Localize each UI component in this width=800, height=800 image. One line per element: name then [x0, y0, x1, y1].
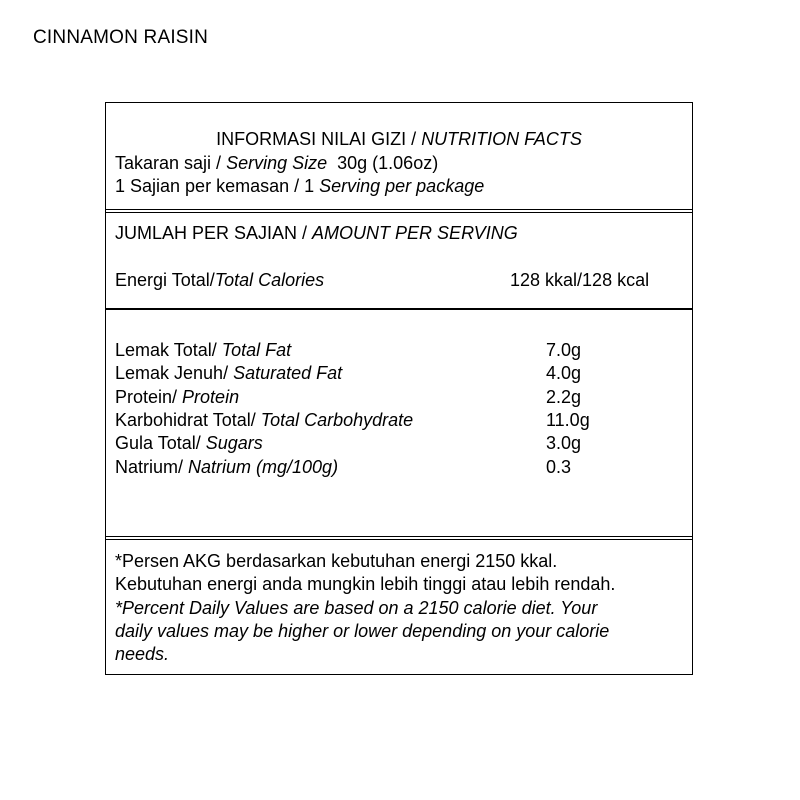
nutrient-value: 3.0g: [546, 433, 582, 453]
nutrient-label: [115, 362, 342, 384]
calories-label-id: Energi Total/: [115, 270, 215, 290]
nutrient-value: 2.2g: [546, 387, 582, 407]
servings-label-id: 1 Sajian per kemasan / 1: [115, 176, 320, 196]
nutrient-label: [115, 456, 338, 478]
footnote-section: [106, 540, 692, 674]
footnote-line-en-1: *Percent Daily Values are based on a 2150 calorie diet. Your: [115, 598, 598, 618]
serving-size: [115, 152, 438, 174]
nutrient-label-id: Lemak Jenuh/: [115, 363, 234, 383]
nutrient-value: 7.0g: [546, 340, 582, 360]
nutrients-section: [106, 310, 692, 536]
nutrient-label: [115, 409, 413, 431]
nutrient-value: 0.3: [546, 457, 572, 477]
nutrient-label-id: Protein/: [115, 387, 183, 407]
nutrient-label-en: Total Fat: [221, 340, 292, 360]
nutrient-label-id: Karbohidrat Total/: [115, 410, 261, 430]
product-title: CINNAMON RAISIN: [33, 27, 209, 48]
nutrient-label-en: Protein: [182, 387, 240, 407]
nutrient-label-id: Lemak Total/: [115, 340, 222, 360]
footnote-line-en-3: needs.: [115, 644, 170, 664]
nutrient-label-en: Natrium (mg/100g): [188, 457, 339, 477]
calories-label: [115, 269, 324, 291]
nutrient-label: [115, 339, 291, 361]
label-title-en: NUTRITION FACTS: [421, 129, 582, 149]
footnote-line-id-1: *Persen AKG berdasarkan kebutuhan energi 2150 kkal.: [115, 551, 558, 571]
amount-section: [106, 213, 692, 308]
nutrient-label-en: Saturated Fat: [233, 363, 343, 383]
amount-heading-en: AMOUNT PER SERVING: [312, 223, 518, 243]
calories-value: 128 kkal/128 kcal: [510, 270, 650, 290]
amount-heading: [115, 222, 518, 244]
nutrient-value: 4.0g: [546, 363, 582, 383]
calories-label-en: Total Calories: [214, 270, 325, 290]
servings-per-package: [115, 175, 484, 197]
serving-size-label-en: Serving Size: [226, 153, 328, 173]
footnote-line-id-2: Kebutuhan energi anda mungkin lebih tinggi atau lebih rendah.: [115, 574, 616, 594]
label-title-id: INFORMASI NILAI GIZI /: [216, 129, 422, 149]
nutrient-label-id: Gula Total/: [115, 433, 206, 453]
nutrient-label-en: Total Carbohydrate: [260, 410, 414, 430]
nutrient-label: [115, 432, 263, 454]
serving-size-value: 30g (1.06oz): [327, 153, 439, 173]
footnote-line-en-2: daily values may be higher or lower depending on your calorie: [115, 621, 610, 641]
nutrition-facts-label: [105, 102, 693, 675]
servings-label-en: Serving per package: [319, 176, 485, 196]
serving-size-label-id: Takaran saji /: [115, 153, 227, 173]
nutrient-label-en: Sugars: [205, 433, 263, 453]
nutrient-label: [115, 386, 239, 408]
amount-heading-id: JUMLAH PER SAJIAN /: [115, 223, 313, 243]
nutrient-value: 11.0g: [546, 410, 590, 430]
label-title: [106, 128, 692, 150]
label-header: [106, 103, 692, 210]
nutrient-label-id: Natrium/: [115, 457, 189, 477]
